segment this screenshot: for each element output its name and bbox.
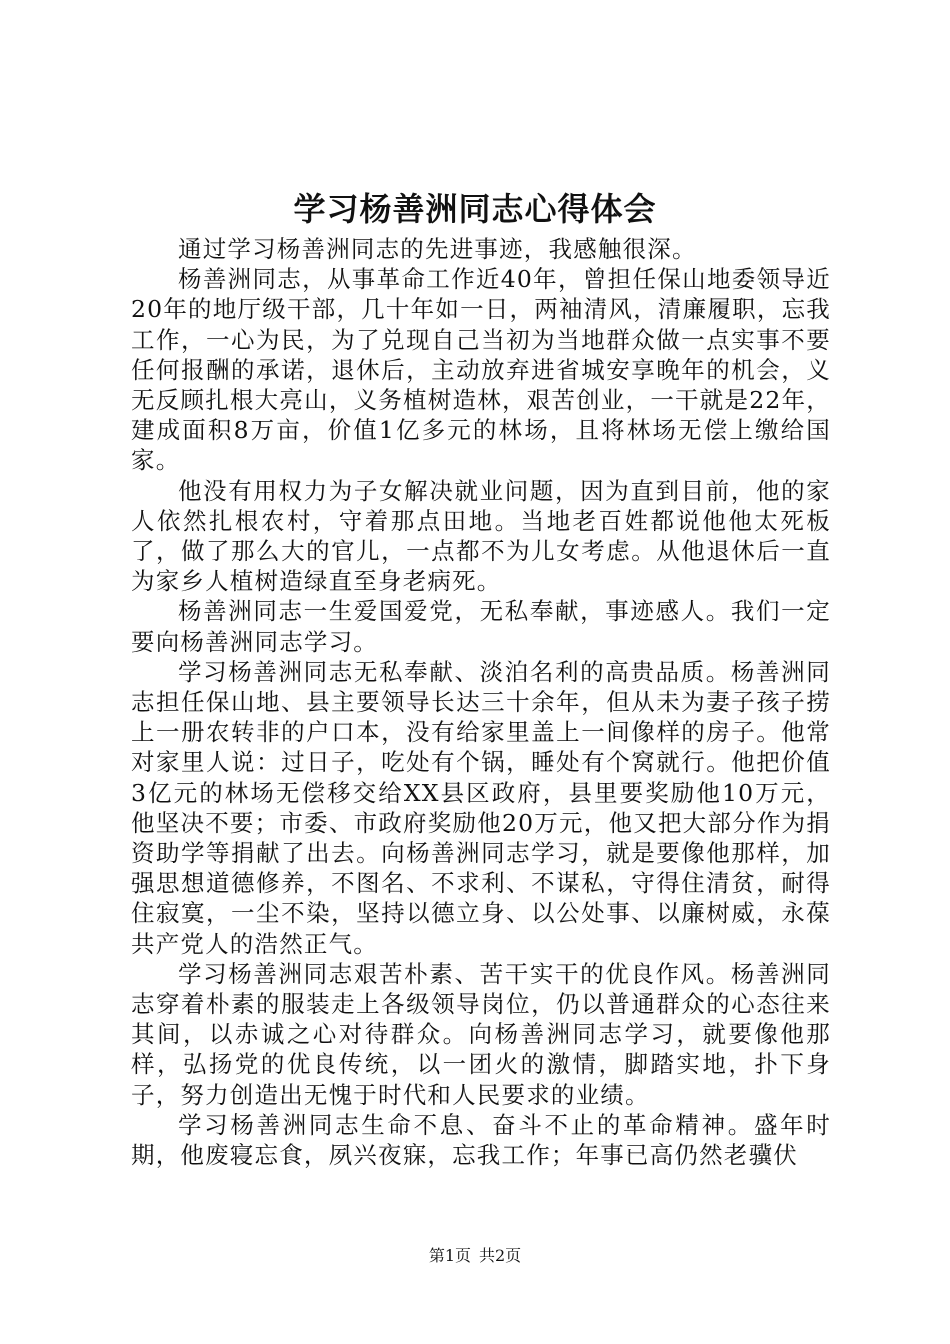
document-body — [131, 234, 831, 1170]
page-number: 第1页 — [428, 1246, 471, 1265]
page-total: 共2页 — [479, 1246, 522, 1265]
document-title: 学习杨善洲同志心得体会 — [293, 190, 657, 228]
paragraph: 杨善洲同志，从事革命工作近40年，曾担任保山地委领导近20年的地厅级干部，几十年如一日，两袖清风，清廉履职，忘我工作，一心为民，为了兑现自己当初为当地群众做一点实事不要任何报酬的承诺，退休后，主动放弃进省城安享晚年的机会，义无反顾扎根大亮山，义务植树造林，艰苦创业，一干就是22年，建成面积8万亩，价值1亿多元的林场，且将林场无偿上缴给国家。 — [131, 265, 831, 475]
paragraph: 杨善洲同志一生爱国爱党，无私奉献，事迹感人。我们一定要向杨善洲同志学习。 — [131, 597, 831, 656]
paragraph: 学习杨善洲同志生命不息、奋斗不止的革命精神。盛年时期，他废寝忘食，夙兴夜寐，忘我工作；年事已高仍然老骥伏 — [131, 1110, 831, 1170]
page-footer — [0, 1245, 950, 1267]
paragraph: 学习杨善洲同志艰苦朴素、苦干实干的优良作风。杨善洲同志穿着朴素的服装走上各级领导岗位，仍以普通群众的心态往来其间，以赤诚之心对待群众。向杨善洲同志学习，就要像他那样，弘扬党的优良传统，以一团火的激情，脚踏实地，扑下身子，努力创造出无愧于时代和人民要求的业绩。 — [131, 959, 831, 1109]
paragraph: 学习杨善洲同志无私奉献、淡泊名利的高贵品质。杨善洲同志担任保山地、县主要领导长达三十余年，但从未为妻子孩子捞上一册农转非的户口本，没有给家里盖上一间像样的房子。他常对家里人说：过日子，吃处有个锅，睡处有个窝就行。他把价值3亿元的林场无偿移交给XX县区政府，县里要奖励他10万元，他坚决不要；市委、市政府奖励他20万元，他又把大部分作为捐资助学等捐献了出去。向杨善洲同志学习，就是要像他那样，加强思想道德修养，不图名、不求利、不谋私，守得住清贫，耐得住寂寞，一尘不染，坚持以德立身、以公处事、以廉树威，永葆共产党人的浩然正气。 — [131, 657, 831, 958]
paragraph: 通过学习杨善洲同志的先进事迹，我感触很深。 — [178, 235, 697, 263]
paragraph: 他没有用权力为子女解决就业问题，因为直到目前，他的家人依然扎根农村，守着那点田地。当地老百姓都说他他太死板了，做了那么大的官儿，一点都不为儿女考虑。从他退休后一直为家乡人植树造绿直至身老病死。 — [131, 476, 831, 596]
